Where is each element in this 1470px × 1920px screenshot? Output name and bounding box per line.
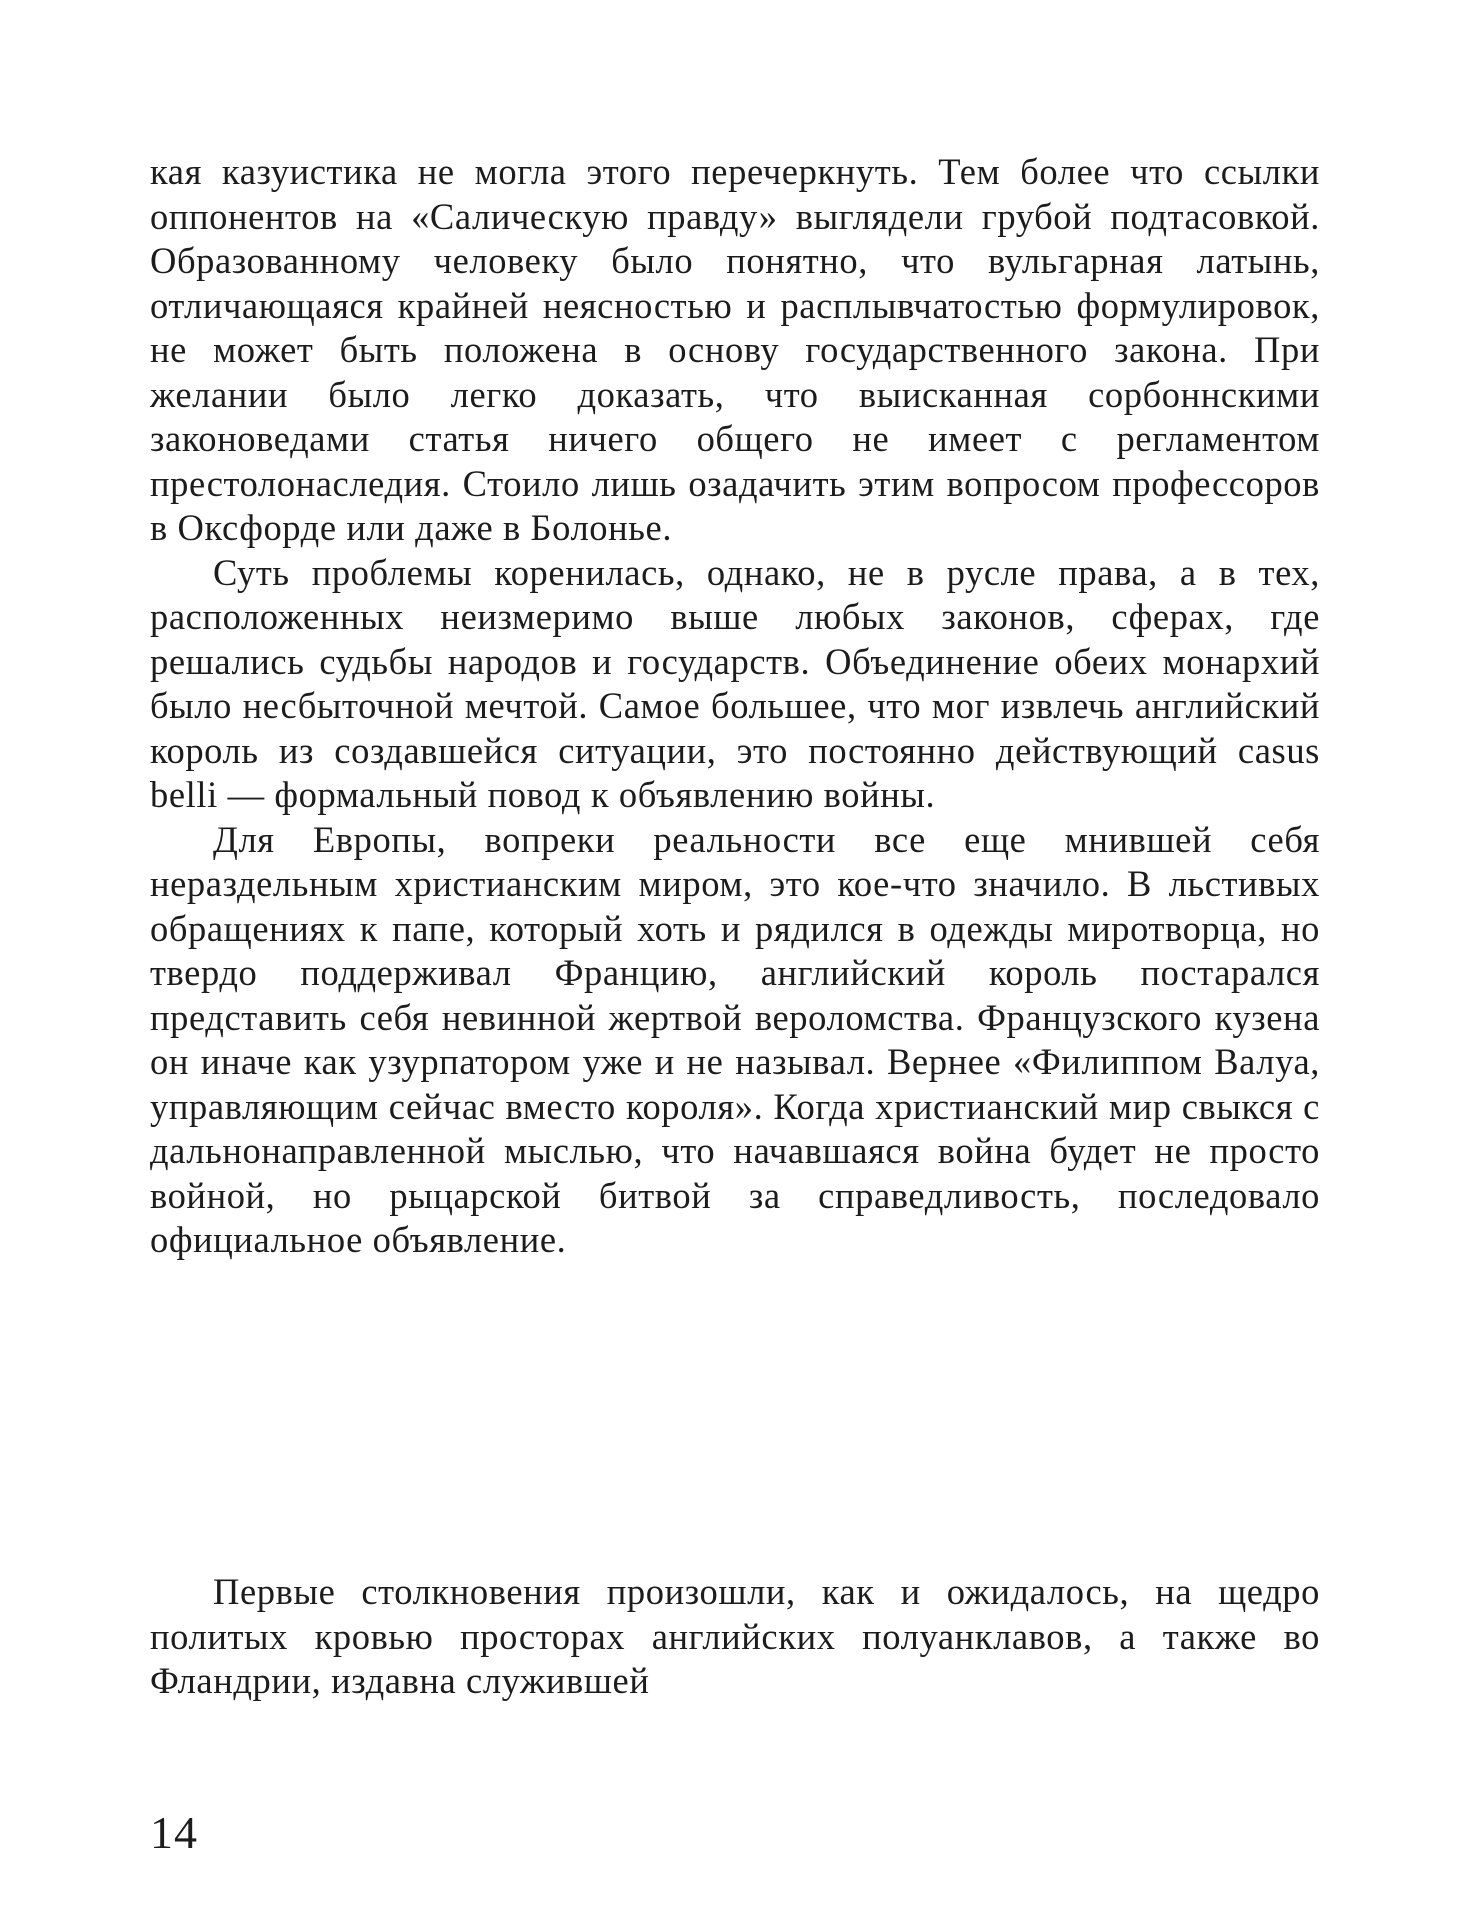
paragraph-4: Первые столкновения произошли, как и ожидалось, на щедро политых кровью просторах английских полуанклавов, а также во Фландрии, издавна служившей	[150, 1571, 1320, 1701]
second-text-section	[150, 1570, 1320, 1704]
main-text-section	[150, 150, 1320, 1263]
paragraph-3: Для Европы, вопреки реальности все еще мнившей себя нераздельным христианским миром, это кое-что значило. В льстивых обращениях к папе, который хоть и рядился в одежды миротворца, но твердо поддерживал Францию, английский король постарался представить себя невинной жертвой вероломства. Французского кузена он иначе как узурпатором уже и не называл. Вернее «Филиппом Валуа, управляющим сейчас вместо короля». Когда христианский мир свыкся с дальнонаправленной мыслью, что начавшаяся война будет не просто войной, но рыцарской битвой за справедливость, последовало официальное объявление.	[150, 818, 1320, 1260]
paragraph-2: Суть проблемы коренилась, однако, не в русле права, а в тех, расположенных неизмеримо выше любых законов, сферах, где решались судьбы народов и государств. Объединение обеих монархий было несбыточной мечтой. Самое большее, что мог извлечь английский король из создавшейся ситуации, это постоянно действующий casus belli — формальный повод к объявлению войны.	[150, 551, 1320, 815]
paragraph-1: кая казуистика не могла этого перечеркнуть. Тем более что ссылки оппонентов на «Салическую правду» выглядели грубой подтасовкой. Образованному человеку было понятно, что вульгарная латынь, отличающаяся крайней неясностью и расплывчатостью формулировок, не может быть положена в основу государственного закона. При желании было легко доказать, что выисканная сорбоннскими законоведами статья ничего общего не имеет с регламентом престолонаследия. Стоило лишь озадачить этим вопросом профессоров в Оксфорде или даже в Болонье.	[150, 151, 1320, 548]
page-number: 14	[150, 1807, 198, 1858]
